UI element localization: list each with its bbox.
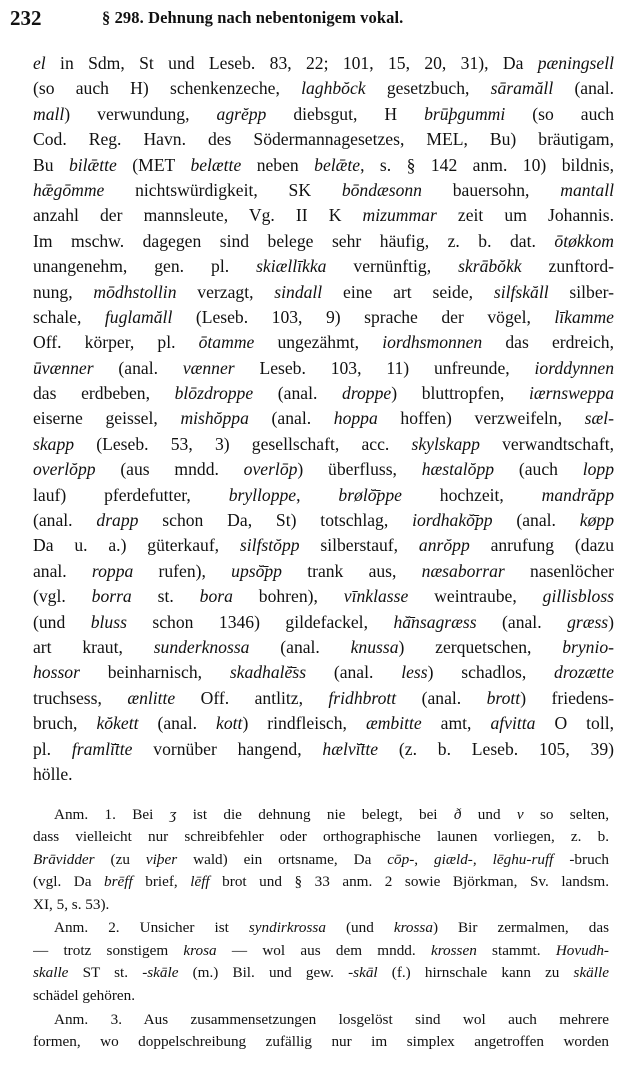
roman-text: (anal. [553,78,614,99]
italic-term: ʒ [169,806,177,823]
roman-text: eiserne geissel, [33,408,181,429]
roman-text: das erdbeben, [33,383,175,404]
italic-term: drozætte [554,662,614,683]
roman-text: Anm. 3. Aus zusammensetzungen losgelöst sind wol auch mehrere [54,1010,609,1028]
text-line [33,711,614,736]
roman-text: Bu [33,154,69,175]
italic-term: lēghu-ruff [492,850,554,868]
italic-term: afvitta [490,713,536,734]
italic-term: brott [486,687,521,708]
italic-term: vænner [182,357,235,378]
roman-text: ist die dehnung nie belegt, bei [176,806,454,823]
roman-text: , [472,850,493,868]
roman-text: (zu [94,850,146,868]
roman-text: schädel gehören. [33,986,136,1004]
italic-term: agrĕpp [216,103,267,124]
roman-text: amt, [421,713,491,734]
italic-term: mandrăpp [541,484,614,505]
italic-term: iordhakŏ̄pp [412,510,493,531]
roman-text: so selten, [523,806,609,823]
roman-text: st. [131,586,200,607]
roman-text: Leseb. 103, 11) unfreunde, [234,357,535,378]
italic-term: hossor [33,662,80,683]
text-line [33,229,614,254]
italic-term: brynio- [562,636,614,657]
italic-term: brūþgummi [424,103,506,124]
text-line [33,985,609,1007]
roman-text: bohren), [232,586,344,607]
text-line [33,940,609,962]
roman-text: (anal. [396,687,487,708]
roman-text: ST st. [68,964,143,982]
italic-term: krosa [183,941,217,959]
roman-text: ) Bir zermalmen, das [432,919,609,937]
roman-text: (m.) Bil. und gew. [178,964,349,982]
italic-term: kŏkett [96,713,139,734]
roman-text: (Leseb. 103, 9) sprache der vögel, [172,306,555,327]
italic-term: upsŏ̄pp [231,560,282,581]
italic-term: mizummar [362,205,437,226]
text-line [33,635,614,660]
roman-text: ) schadlos, [427,662,555,683]
roman-text: nasenlöcher [504,560,614,581]
roman-text: hölle. [33,763,73,784]
italic-term: gillisbloss [542,586,614,607]
roman-text: (anal. [248,408,334,429]
text-line [33,737,614,762]
text-line [33,762,614,787]
text-line [33,1031,609,1053]
roman-text: schale, [33,306,105,327]
italic-term: græss [567,611,609,632]
roman-text: (und [33,611,91,632]
italic-term: mall [33,103,65,124]
italic-term: giæld- [434,850,473,868]
italic-term: ōtamme [198,332,255,353]
roman-text: ) [608,611,614,632]
roman-text: (aus mndd. [95,459,244,480]
text-line [33,610,614,635]
italic-term: iorddynnen [534,357,614,378]
italic-term: el [33,53,46,73]
italic-term: bilǣtte [68,154,117,175]
italic-term: framlĭ̄tte [71,738,133,759]
roman-text: (anal. [306,662,402,683]
roman-text: (anal. [253,383,343,404]
text-line [33,356,614,381]
text-line [33,381,614,406]
italic-term: blōzdroppe [174,383,254,404]
roman-text: Off. antlitz, [175,687,329,708]
text-line [33,917,609,939]
italic-term: vīnklasse [343,586,409,607]
italic-term: less [401,662,428,683]
roman-text: (anal. [138,713,217,734]
text-line [33,178,614,203]
roman-text: (und [325,919,394,937]
italic-term: belætte [190,154,242,175]
roman-text: nichtswürdigkeit, SK [104,179,342,200]
italic-term: silfstŏpp [239,535,300,556]
text-line [33,330,614,355]
roman-text: dass vielleicht nur schreibfehler oder orthographische launen vorliegen, z. b. [33,828,609,846]
text-line [33,533,614,558]
text-line [33,894,609,916]
italic-term: laghbŏck [301,78,366,99]
italic-term: ōtøkkom [554,230,614,251]
italic-term: droppe [342,383,392,404]
italic-term: ænlitte [127,687,176,708]
italic-term: hă̄nsagræss [393,611,477,632]
italic-term: lopp [582,459,614,480]
roman-text: wald) ein ortsname, Da [177,850,388,868]
roman-text: zunftord- [521,256,614,277]
roman-text: silberstauf, [299,535,419,556]
roman-text: , [414,850,435,868]
roman-text: diebsgut, H [266,103,425,124]
roman-text: (f.) hirnschale kann zu [377,964,574,982]
italic-term: -skāle [142,964,179,982]
italic-term: drapp [96,510,139,531]
notes-section [33,804,609,1055]
roman-text: ) überfluss, [297,459,422,480]
roman-text: (so auch H) schenkenzeche, [33,78,302,99]
text-line [33,849,609,871]
roman-text: eine art seide, [322,281,494,302]
italic-term: sāramăll [490,78,554,99]
roman-text: — trotz sonstigem [33,941,184,959]
italic-term: v [516,806,524,823]
text-line [33,406,614,431]
roman-text: , [296,484,339,505]
roman-text: ) zerquetschen, [398,636,563,657]
text-line [33,826,609,848]
roman-text: (vgl. [33,586,92,607]
text-line [33,305,614,330]
roman-text: zeit um Johannis. [436,205,614,226]
roman-text: Cod. Reg. Havn. des Södermannagesetzes, MEL, Bu) bräutigam, [33,129,614,150]
roman-text: (anal. [249,636,351,657]
italic-term: skapp [33,433,75,454]
italic-term: hæstalŏpp [421,459,495,480]
text-line [33,508,614,533]
roman-text: verwandtschaft, [479,433,614,454]
italic-term: līkamme [554,306,614,327]
roman-text: anzahl der mannsleute, Vg. II K [33,205,363,226]
roman-text: schon 1346) gildefackel, [126,611,394,632]
italic-term: bluss [90,611,127,632]
roman-text: das erdreich, [482,332,614,353]
roman-text: ) verwundung, [64,103,217,124]
roman-text: Da u. a.) güterkauf, [33,535,240,556]
italic-term: hælvĭ̄tte [322,738,379,759]
italic-term: krossen [430,941,477,959]
italic-term: sindall [274,281,323,302]
roman-text: (z. b. Leseb. 105, 39) [378,738,614,759]
roman-text: ) friedens- [520,687,614,708]
roman-text: bruch, [33,713,97,734]
roman-text: (anal. [492,510,580,531]
roman-text: Im mschw. dagegen sind belege sehr häufig, z. b. dat. [33,230,555,251]
roman-text: ) rindfleisch, [242,713,366,734]
roman-text: unangenehm, gen. pl. [33,256,257,277]
italic-term: bōndæsonn [341,179,422,200]
running-title: § 298. Dehnung nach nebentonigem vokal. [102,8,404,27]
italic-term: iordhsmonnen [382,332,483,353]
roman-text: schon Da, St) totschlag, [138,510,413,531]
roman-text: weintraube, [408,586,543,607]
text-line [33,1009,609,1031]
roman-text: ungezähmt, [254,332,383,353]
italic-term: -skāl [348,964,378,982]
text-line [33,432,614,457]
roman-text: silber- [548,281,614,302]
text-line [33,559,614,584]
roman-text: anrufung (dazu [469,535,614,556]
italic-term: silfskăll [493,281,549,302]
roman-text: ) bluttropfen, [391,383,529,404]
roman-text: , s. § 142 anm. 10) bildnis, [360,154,614,175]
roman-text: gesetzbuch, [365,78,491,99]
roman-text: lauf) pferdefutter, [33,484,229,505]
roman-text: stammt. [476,941,556,959]
text-line [33,804,609,826]
roman-text: brief, [132,873,191,891]
italic-term: roppa [91,560,134,581]
italic-term: brēff [104,873,133,891]
italic-term: viþer [145,850,178,868]
italic-term: skrābŏkk [458,256,522,277]
italic-term: pæningsell [537,53,614,73]
roman-text: verzagt, [176,281,275,302]
italic-term: næsaborrar [421,560,505,581]
italic-term: køpp [579,510,614,531]
roman-text: vernünftig, [326,256,459,277]
roman-text: formen, wo doppelschreibung zufällig nur im simplex angetroffen worden [33,1032,609,1050]
roman-text: beinharnisch, [79,662,230,683]
roman-text: bauersohn, [421,179,561,200]
roman-text: (anal. [93,357,183,378]
text-line [33,76,614,101]
annotation-1 [33,804,609,916]
main-paragraph [33,51,614,787]
italic-term: brølŏ̄ppe [338,484,402,505]
roman-text: truchsess, [33,687,128,708]
italic-term: overlōp [243,459,298,480]
roman-text: anal. [33,560,92,581]
roman-text: nung, [33,281,94,302]
italic-term: krossa [393,919,433,937]
italic-term: syndirkrossa [248,919,326,937]
annotation-2 [33,917,609,1007]
italic-term: skalle [33,964,69,982]
text-line [33,153,614,178]
text-line [33,280,614,305]
text-line [33,203,614,228]
italic-term: ūvænner [33,357,94,378]
italic-term: belǣte [314,154,361,175]
roman-text: XI, 5, s. 53). [33,895,110,913]
roman-text: brot und § 33 anm. 2 sowie Björkman, Sv. landsm. [209,873,609,891]
italic-term: knussa [350,636,399,657]
italic-term: lēff [190,873,210,891]
italic-term: iærnsweppa [528,383,614,404]
roman-text: Anm. 2. Unsicher ist [54,919,249,937]
roman-text: trank aus, [281,560,422,581]
text-line [33,686,614,711]
text-line [33,584,614,609]
italic-term: skiællīkka [256,256,327,277]
italic-term: bora [199,586,233,607]
italic-term: overlŏpp [33,459,96,480]
italic-term: mishŏppa [180,408,249,429]
text-line [33,871,609,893]
page-number: 232 [10,6,42,30]
italic-term: mantall [560,179,614,200]
italic-term: sæl- [584,408,614,429]
roman-text: und [461,806,517,823]
roman-text: hochzeit, [401,484,542,505]
roman-text: (auch [494,459,583,480]
italic-term: anrŏpp [418,535,470,556]
roman-text: (vgl. Da [33,873,105,891]
roman-text: neben [241,154,315,175]
italic-term: brylloppe [228,484,297,505]
italic-term: hoppa [333,408,378,429]
roman-text: art kraut, [33,636,154,657]
italic-term: fuglamăll [104,306,173,327]
roman-text: pl. [33,738,72,759]
roman-text: O toll, [535,713,614,734]
italic-term: æmbitte [365,713,422,734]
italic-term: Hovudh- [555,941,609,959]
roman-text: Off. körper, pl. [33,332,199,353]
text-line [33,457,614,482]
roman-text: (MET [116,154,191,175]
italic-term: sunderknossa [153,636,250,657]
italic-term: skälle [573,964,609,982]
italic-term: kott [216,713,243,734]
roman-text: in Sdm, St und Leseb. 83, 22; 101, 15, 20, 31), Da [45,53,538,73]
italic-term: ð [453,806,462,823]
italic-term: borra [91,586,132,607]
italic-term: skadhalĕ̄ss [229,662,307,683]
roman-text: (anal. [476,611,568,632]
annotation-3 [33,1009,609,1054]
italic-term: skylskapp [411,433,480,454]
text-line [33,51,614,76]
roman-text: (Leseb. 53, 3) gesellschaft, acc. [74,433,412,454]
text-line [33,962,609,984]
text-line [33,254,614,279]
italic-term: cōp- [387,850,415,868]
roman-text: (anal. [33,510,97,531]
italic-term: Brāvidder [33,850,95,868]
roman-text: vornüber hangend, [132,738,323,759]
text-line [33,483,614,508]
roman-text: -bruch [553,850,609,868]
roman-text: hoffen) verzweifeln, [377,408,585,429]
italic-term: mōdhstollin [93,281,177,302]
italic-term: fridhbrott [328,687,397,708]
roman-text: rufen), [133,560,232,581]
roman-text: — wol aus dem mndd. [216,941,431,959]
text-line [33,127,614,152]
roman-text: Anm. 1. Bei [54,806,170,823]
italic-term: hǣgōmme [33,179,105,200]
roman-text: (so auch [505,103,614,124]
text-line [33,102,614,127]
text-line [33,660,614,685]
